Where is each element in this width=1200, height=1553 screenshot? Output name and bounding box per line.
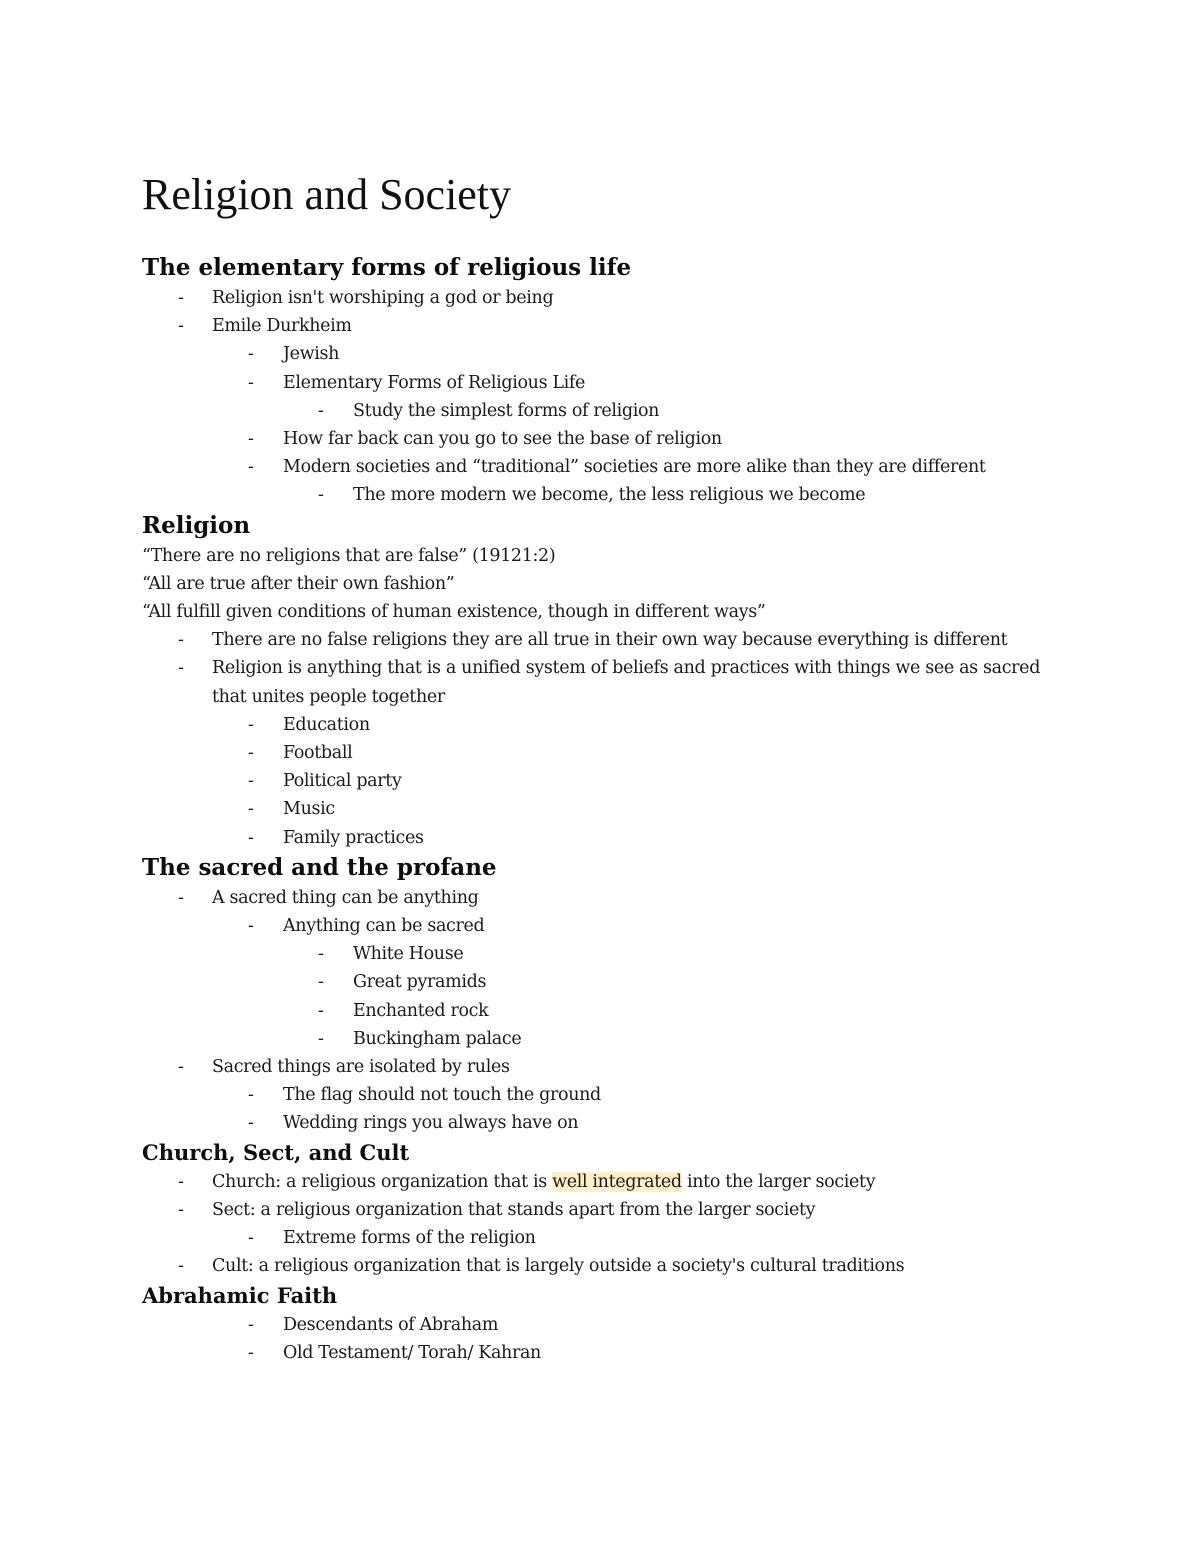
bullet-dash: - bbox=[178, 1171, 184, 1192]
list-item: - Football bbox=[142, 739, 1142, 767]
bullet-dash: - bbox=[248, 1228, 254, 1249]
list-item: - Political party bbox=[142, 767, 1142, 795]
list-item: - Religion is anything that is a unified system of beliefs and practices with things we see as sacred that unites people together bbox=[142, 654, 1072, 710]
bullet-dash: - bbox=[248, 1314, 254, 1335]
bullet-dash: - bbox=[248, 1085, 254, 1106]
list-item: - Cult: a religious organization that is largely outside a society's cultural traditions bbox=[142, 1252, 1142, 1280]
list-item: - White House bbox=[142, 940, 1142, 968]
list-item: - Music bbox=[142, 795, 1142, 823]
bullet-dash: - bbox=[178, 630, 184, 651]
list-item: - Elementary Forms of Religious Life bbox=[142, 369, 1142, 397]
bullet-dash: - bbox=[178, 288, 184, 308]
list-item: - Religion isn't worshiping a god or being bbox=[142, 284, 1142, 312]
bullet-dash: - bbox=[178, 1256, 184, 1277]
list-item: - Modern societies and “traditional” societies are more alike than they are different bbox=[142, 453, 1142, 481]
document-body bbox=[142, 166, 1142, 1367]
list-item: - Enchanted rock bbox=[142, 997, 1142, 1025]
quote-line: “There are no religions that are false” (19121:2) bbox=[142, 545, 556, 566]
list-item: - Sacred things are isolated by rules bbox=[142, 1053, 1142, 1081]
bullet-dash: - bbox=[178, 1057, 184, 1078]
bullet-dash: - bbox=[248, 827, 254, 848]
bullet-dash: - bbox=[248, 429, 254, 450]
bullet-dash: - bbox=[248, 771, 254, 792]
bullet-dash: - bbox=[178, 887, 184, 908]
list-item: - The more modern we become, the less religious we become bbox=[142, 481, 1142, 509]
section-heading-abrahamic: Abrahamic Faith bbox=[142, 1282, 338, 1308]
list-item: - Study the simplest forms of religion bbox=[142, 397, 1142, 425]
list-item: - Jewish bbox=[142, 340, 1142, 368]
list-item: - Extreme forms of the religion bbox=[142, 1224, 1142, 1252]
bullet-dash: - bbox=[248, 1113, 254, 1134]
bullet-dash: - bbox=[248, 344, 254, 365]
list-item: - There are no false religions they are all true in their own way because everything is different bbox=[142, 626, 1072, 654]
list-item: - Old Testament/ Torah/ Kahran bbox=[142, 1339, 1142, 1367]
section-heading-church: Church, Sect, and Cult bbox=[142, 1139, 410, 1165]
bullet-dash: - bbox=[178, 658, 184, 679]
bullet-dash: - bbox=[248, 457, 254, 478]
list-item: - Wedding rings you always have on bbox=[142, 1109, 1142, 1137]
bullet-dash: - bbox=[248, 1342, 254, 1363]
list-item: - The flag should not touch the ground bbox=[142, 1081, 1142, 1109]
bullet-dash: - bbox=[178, 1199, 184, 1220]
section-heading-sacred: The sacred and the profane bbox=[142, 853, 497, 881]
list-item: - Emile Durkheim bbox=[142, 312, 1142, 340]
bullet-dash: - bbox=[318, 944, 324, 965]
document-title: Religion and Society bbox=[142, 170, 512, 219]
bullet-dash: - bbox=[248, 916, 254, 937]
bullet-dash: - bbox=[318, 400, 324, 421]
bullet-dash: - bbox=[318, 972, 324, 993]
bullet-dash: - bbox=[318, 485, 324, 506]
list-item: - Great pyramids bbox=[142, 968, 1142, 996]
bullet-dash: - bbox=[248, 743, 254, 764]
list-item: - Church: a religious organization that is well integrated into the larger society bbox=[142, 1168, 1142, 1196]
highlighted-text: well integrated bbox=[552, 1171, 682, 1192]
bullet-dash: - bbox=[318, 1028, 324, 1049]
list-item: - Buckingham palace bbox=[142, 1025, 1142, 1053]
list-item: - Education bbox=[142, 711, 1142, 739]
bullet-dash: - bbox=[178, 316, 184, 337]
bullet-dash: - bbox=[318, 1000, 324, 1021]
quote-line: “All are true after their own fashion” bbox=[142, 573, 455, 594]
list-item: - Family practices bbox=[142, 824, 1142, 852]
section-heading-elementary: The elementary forms of religious life bbox=[142, 254, 632, 281]
list-item: - Sect: a religious organization that stands apart from the larger society bbox=[142, 1196, 1142, 1224]
section-heading-religion: Religion bbox=[142, 511, 251, 539]
bullet-dash: - bbox=[248, 714, 254, 735]
quote-line: “All fulfill given conditions of human existence, though in different ways” bbox=[142, 602, 766, 623]
list-item: - A sacred thing can be anything bbox=[142, 884, 1142, 912]
list-item: - Descendants of Abraham bbox=[142, 1311, 1142, 1339]
bullet-dash: - bbox=[248, 799, 254, 820]
list-item: - Anything can be sacred bbox=[142, 912, 1142, 940]
list-item: - How far back can you go to see the base of religion bbox=[142, 425, 1142, 453]
bullet-dash: - bbox=[248, 372, 254, 393]
